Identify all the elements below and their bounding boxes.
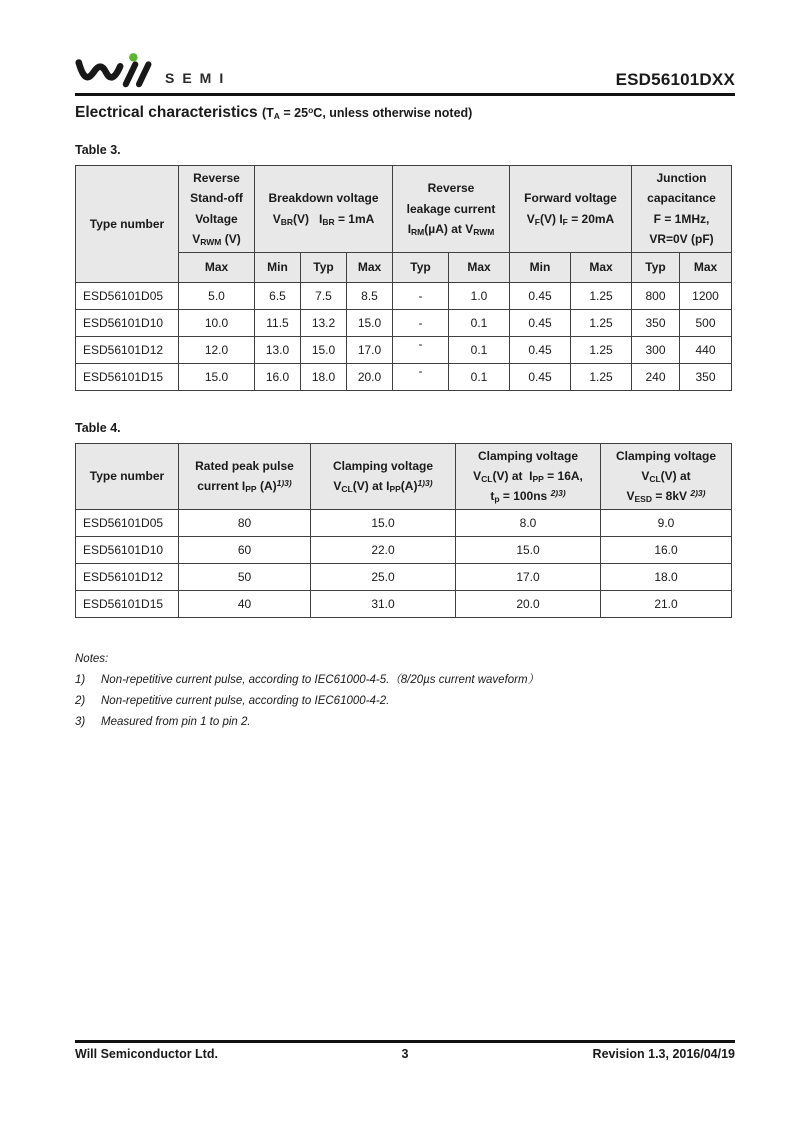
value-cell: 350 (632, 309, 680, 336)
value-cell: 350 (680, 363, 732, 390)
will-semi-logo-icon (75, 52, 155, 90)
table4-header-clamping-16a: Clamping voltage $V_{CL}(V)$ at $I_{PP} = 16A$, $t_p = 100ns$ $^{2)3)}$ (456, 443, 601, 509)
value-cell: 7.5 (301, 282, 347, 309)
value-cell: 6.5 (255, 282, 301, 309)
section-heading (75, 104, 735, 122)
brand-text: SEMI (165, 70, 232, 86)
table3-group-header-row (76, 166, 732, 253)
note-number: 2) (75, 695, 86, 708)
value-cell: 18.0 (601, 563, 732, 590)
note-text: Non-repetitive current pulse, according to IEC61000-4-5.（8/20µs current waveform） (101, 673, 540, 686)
note-text: Measured from pin 1 to pin 2. (101, 716, 251, 729)
value-cell: 13.2 (301, 309, 347, 336)
table3-header-forward-voltage: Forward voltage $V_F(V) I_F = 20mA$ (510, 166, 632, 253)
value-cell: 40 (179, 590, 311, 617)
table3-header-type-number: Type number (76, 166, 179, 283)
document-part-number: ESD56101DXX (615, 70, 735, 89)
table3-header-reverse-standoff: Reverse Stand-off Voltage $V_{RWM}$ (V) (179, 166, 255, 253)
table-row (76, 363, 732, 390)
value-cell: 15.0 (301, 336, 347, 363)
table-row (76, 282, 732, 309)
table-row (76, 336, 732, 363)
value-cell: 9.0 (601, 509, 732, 536)
footer-page-number: 3 (401, 1047, 409, 1061)
table-row (76, 509, 732, 536)
value-cell: 18.0 (301, 363, 347, 390)
value-cell: 1.25 (571, 282, 632, 309)
table-row (76, 536, 732, 563)
table3-subheader: Max (449, 252, 510, 282)
value-cell: 17.0 (456, 563, 601, 590)
value-cell: 13.0 (255, 336, 301, 363)
table4-caption: Table 4. (75, 420, 121, 435)
footer-company: Will Semiconductor Ltd. (75, 1047, 218, 1061)
value-cell: 20.0 (347, 363, 393, 390)
value-cell: 0.45 (510, 309, 571, 336)
table3-subheader: Max (680, 252, 732, 282)
type-number-cell: ESD56101D10 (76, 536, 179, 563)
note-number: 1) (75, 673, 86, 686)
table4-header-clamping-ipp: Clamping voltage $V_{CL}(V)$ at $I_{PP}(A)^{1)3)}$ (311, 443, 456, 509)
value-cell: 60 (179, 536, 311, 563)
type-number-cell: ESD56101D05 (76, 282, 179, 309)
value-cell: 0.45 (510, 363, 571, 390)
note-text: Non-repetitive current pulse, according to IEC61000-4-2. (101, 695, 390, 708)
value-cell: 1.25 (571, 309, 632, 336)
value-cell: 240 (632, 363, 680, 390)
value-cell: 1.0 (449, 282, 510, 309)
type-number-cell: ESD56101D10 (76, 309, 179, 336)
value-cell: 0.45 (510, 336, 571, 363)
table-row (76, 590, 732, 617)
table3-caption: Table 3. (75, 143, 121, 157)
will-semi-logo (75, 52, 231, 90)
value-cell: 440 (680, 336, 732, 363)
note-item (75, 695, 735, 708)
header-divider (75, 93, 735, 96)
note-item (75, 674, 735, 687)
value-cell: 0.1 (449, 336, 510, 363)
value-cell: 80 (179, 509, 311, 536)
page-footer (75, 1040, 735, 1061)
type-number-cell: ESD56101D15 (76, 363, 179, 390)
table4-header-rated-peak-pulse: Rated peak pulse current $I_{PP}$ $(A)^{1)3)}$ (179, 443, 311, 509)
value-cell: 12.0 (179, 336, 255, 363)
table4-header-row (76, 443, 732, 509)
table4-header-clamping-esd: Clamping voltage $V_{CL}(V)$ at $V_{ESD} = 8kV$ $^{2)3)}$ (601, 443, 732, 509)
table3-subheader: Min (255, 252, 301, 282)
table4-header-type-number: Type number (76, 443, 179, 509)
table3-subheader: Max (179, 252, 255, 282)
value-cell: 5.0 (179, 282, 255, 309)
section-subtitle: ($T_A = 25^oC$, unless otherwise noted) (261, 105, 473, 121)
value-cell: 0.1 (449, 363, 510, 390)
value-cell: 300 (632, 336, 680, 363)
type-number-cell: ESD56101D12 (76, 563, 179, 590)
table3-header-reverse-leakage: Reverse leakage current $I_{RM}(\mu A)$ at $V_{RWM}$ (393, 166, 510, 253)
value-cell: 15.0 (179, 363, 255, 390)
page-content (75, 0, 735, 738)
table-3 (75, 165, 732, 391)
value-cell: 15.0 (347, 309, 393, 336)
value-cell: 21.0 (601, 590, 732, 617)
notes-section (75, 653, 735, 730)
table-4 (75, 443, 732, 618)
value-cell: - (393, 363, 449, 390)
value-cell: 0.45 (510, 282, 571, 309)
value-cell: 16.0 (601, 536, 732, 563)
table3-subheader: Typ (301, 252, 347, 282)
section-title: Electrical characteristics (75, 104, 258, 121)
value-cell: 31.0 (311, 590, 456, 617)
table3-subheader: Min (510, 252, 571, 282)
notes-title: Notes: (75, 652, 109, 665)
table3-header-junction-capacitance: Junction capacitance F = 1MHz, VR=0V (pF) (632, 166, 732, 253)
note-item (75, 716, 735, 729)
value-cell: 17.0 (347, 336, 393, 363)
value-cell: 1200 (680, 282, 732, 309)
table-row (76, 309, 732, 336)
value-cell: 8.0 (456, 509, 601, 536)
table3-subheader: Max (571, 252, 632, 282)
value-cell: 20.0 (456, 590, 601, 617)
value-cell: 50 (179, 563, 311, 590)
value-cell: 25.0 (311, 563, 456, 590)
value-cell: 800 (632, 282, 680, 309)
table3-header-breakdown-voltage: Breakdown voltage $V_{BR}(V) I_{BR} = 1mA$ (255, 166, 393, 253)
value-cell: 22.0 (311, 536, 456, 563)
note-number: 3) (75, 716, 86, 729)
value-cell: 1.25 (571, 363, 632, 390)
value-cell: 15.0 (456, 536, 601, 563)
type-number-cell: ESD56101D05 (76, 509, 179, 536)
value-cell: 8.5 (347, 282, 393, 309)
value-cell: - (393, 309, 449, 336)
value-cell: 15.0 (311, 509, 456, 536)
value-cell: 1.25 (571, 336, 632, 363)
value-cell: 500 (680, 309, 732, 336)
table3-subheader: Max (347, 252, 393, 282)
value-cell: 10.0 (179, 309, 255, 336)
value-cell: 0.1 (449, 309, 510, 336)
value-cell: 16.0 (255, 363, 301, 390)
footer-revision: Revision 1.3, 2016/04/19 (592, 1047, 736, 1061)
logo-green-dot (129, 53, 137, 61)
type-number-cell: ESD56101D12 (76, 336, 179, 363)
type-number-cell: ESD56101D15 (76, 590, 179, 617)
table3-subheader: Typ (632, 252, 680, 282)
value-cell: - (393, 336, 449, 363)
value-cell: - (393, 282, 449, 309)
value-cell: 11.5 (255, 309, 301, 336)
table3-subheader: Typ (393, 252, 449, 282)
page-header (75, 0, 735, 90)
table-row (76, 563, 732, 590)
